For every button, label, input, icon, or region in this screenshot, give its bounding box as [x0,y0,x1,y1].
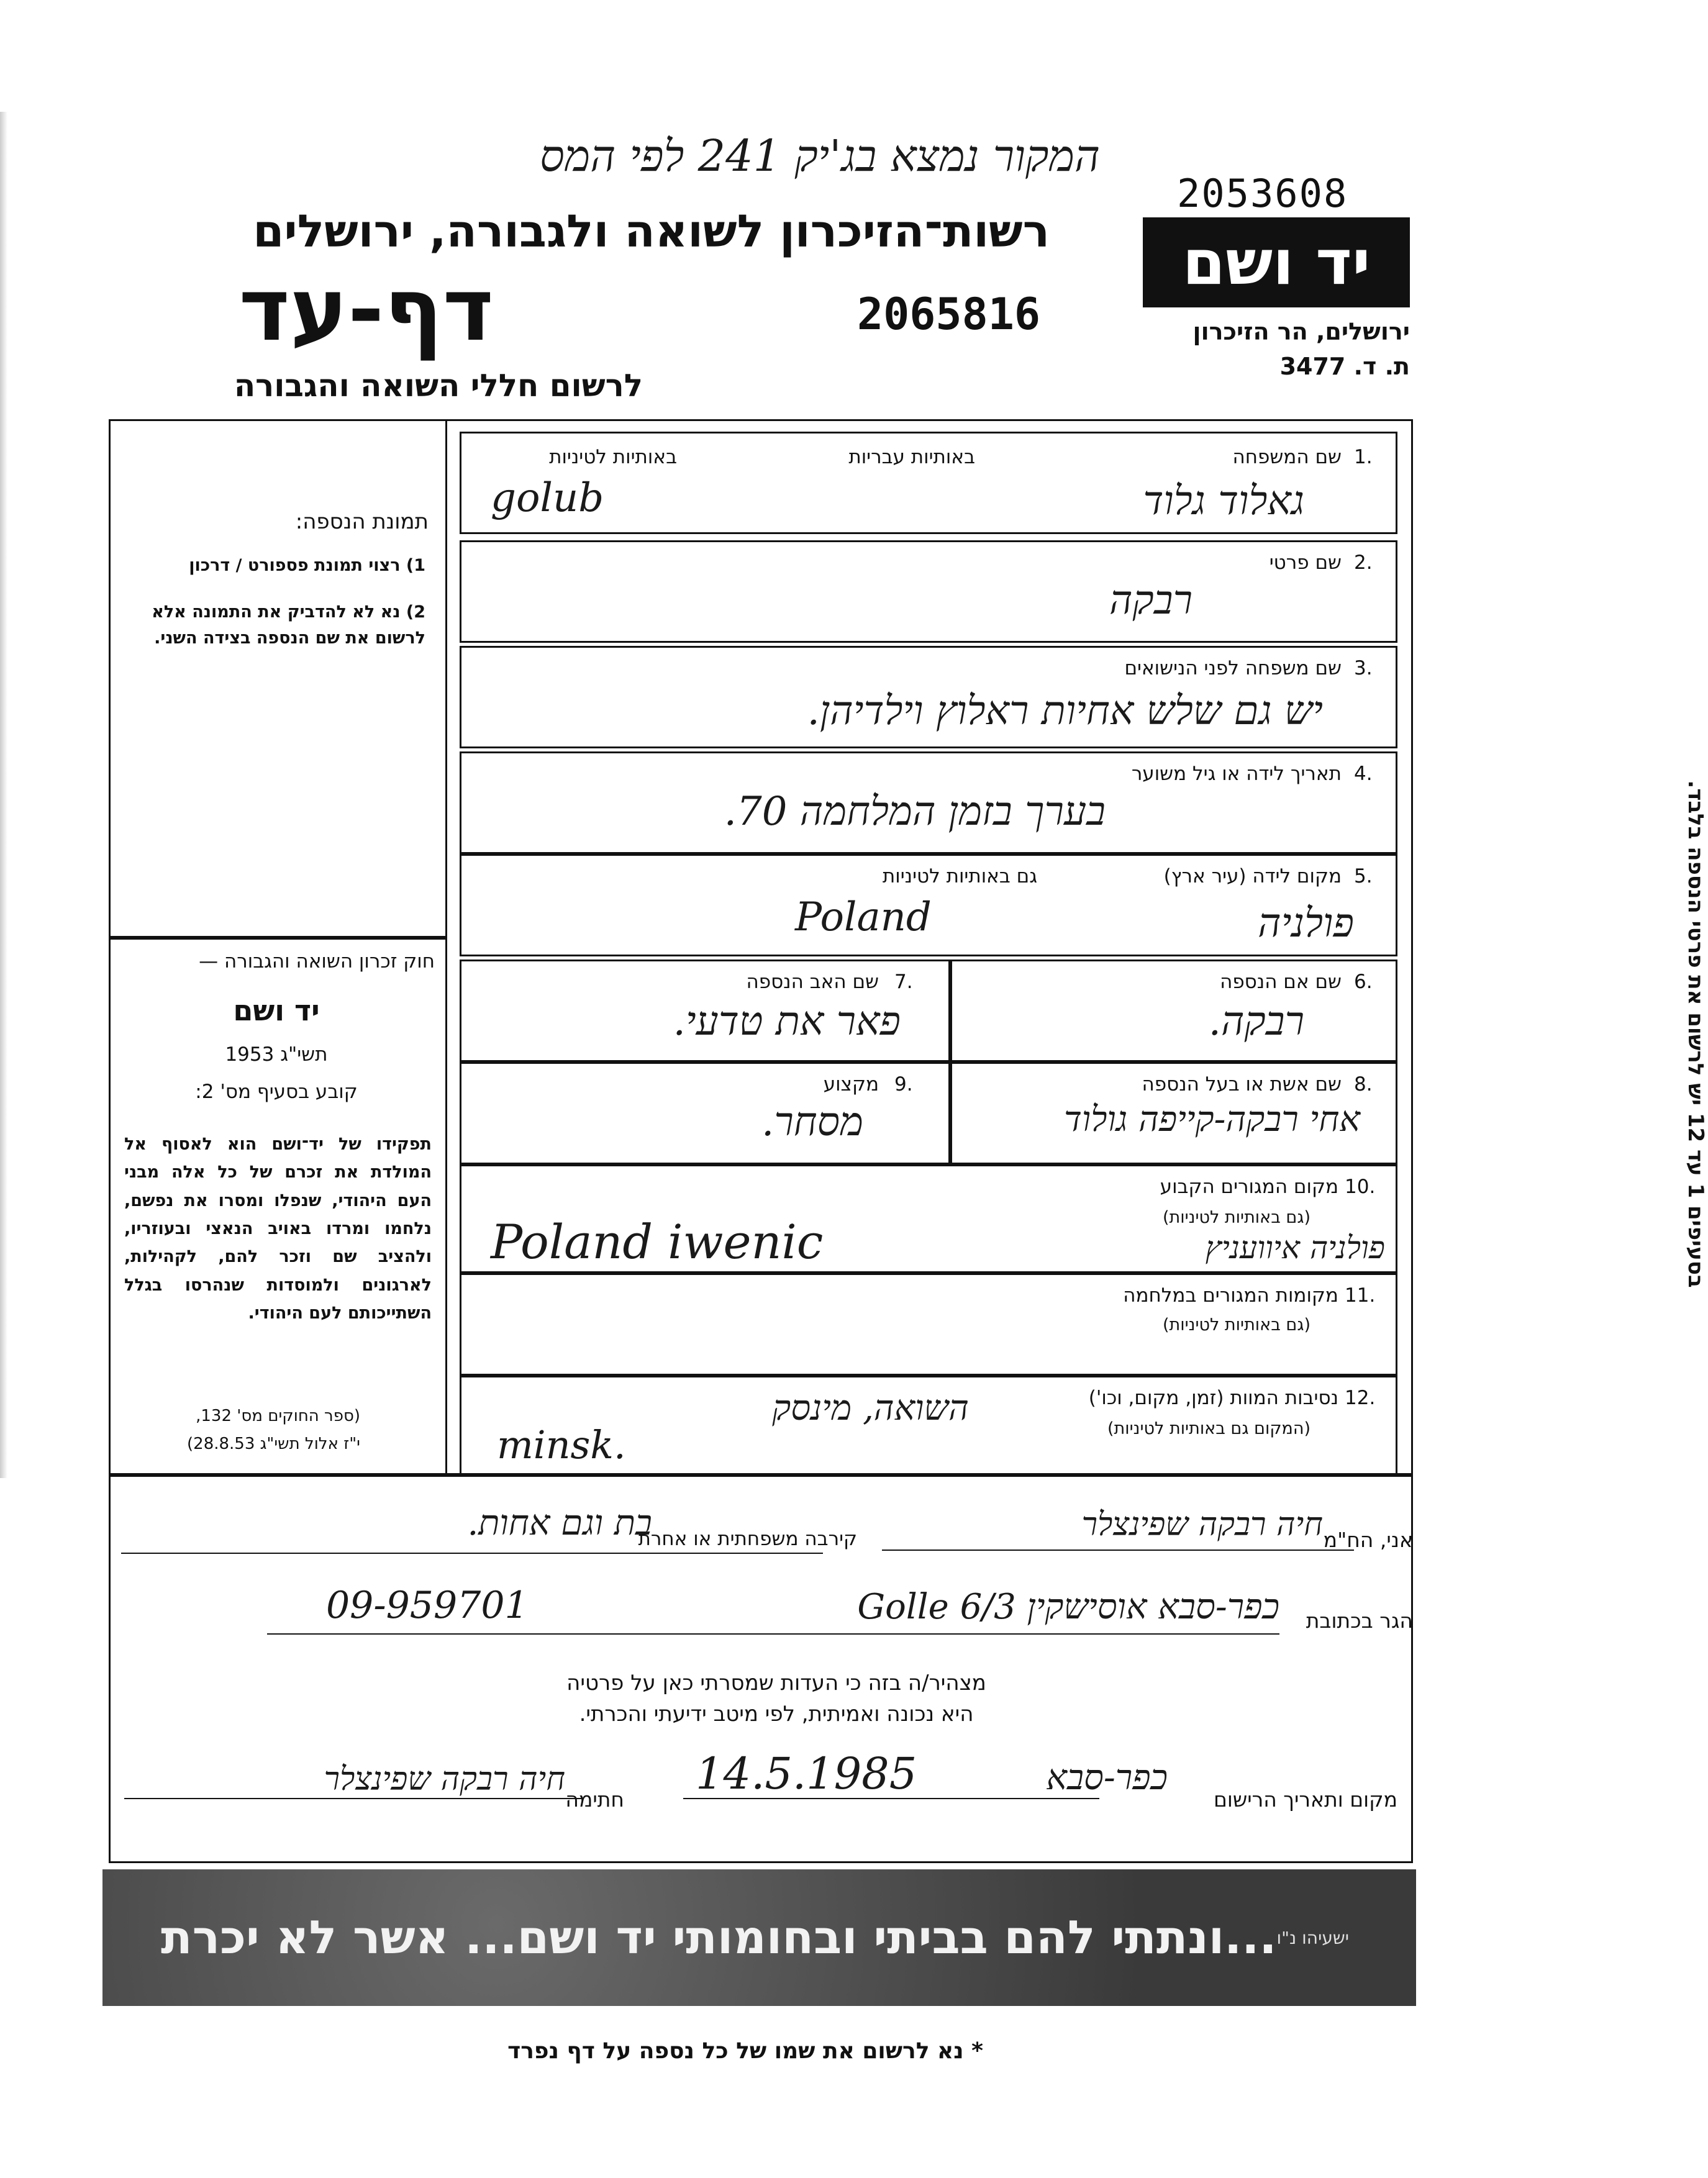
field-7-label: שם האב הנספה [746,971,879,993]
field-11-label: מקומות המגורים במלחמה [1123,1284,1338,1307]
verse-banner [102,1869,1416,2006]
logo-text: יד ושם [1182,225,1371,299]
field-8-label: שם אשת או בעל הנספה [1142,1073,1342,1096]
photo-box-item2: 2) נא לא להדביק את התמונה אלא לרשום את שם הנספה בצידה השני. [152,602,425,648]
field-9-value: מסחר. [761,1099,863,1145]
law-clause: קובע בסעיף מס' 2: [195,1081,358,1103]
place-date-label: מקום ותאריך הרישום [1213,1787,1397,1812]
relation-label: קירבה משפחתית או אחרת [638,1528,857,1550]
field-2-box [460,540,1397,643]
form-title: דף-עד [238,260,494,361]
field-2-label: שם פרטי [1269,551,1342,574]
field-1-value-latin: golub [491,475,604,521]
yad-vashem-logo [1143,217,1410,307]
field-11-number: 11. [1345,1284,1376,1307]
field-3-value: יש גם שלש אחיות ראלוץ וילדיהן. [807,688,1323,734]
field-12-label: נסיבות המוות (זמן, מקום, וכו') [1088,1387,1338,1409]
field-2-value: רבקה [1109,578,1192,624]
field-5-value-hebrew: פולניה [1258,901,1354,946]
scan-edge-mark [0,112,7,1478]
relation-value: בת וגם אחות. [467,1503,652,1543]
photo-box-item1: 1) רצוי תמונת פספורט / דרכון [189,556,425,575]
law-heading: חוק זכרון השואה והגבורה — [199,950,435,973]
field-1-hebrew-header: באותיות עבריות [848,446,975,468]
address-city: ירושלים, הר הזיכרון [1192,318,1410,345]
declarant-name: חיה רבקה שפינצלר [1081,1506,1323,1543]
field-12-number: 12. [1345,1387,1376,1409]
declaration-line1: מצהיר/ה בזה כי העדות שמסרתי כאן על פרטיה [566,1671,986,1695]
verse-source: ישעיהו נ"ו [1276,1927,1349,1948]
field-11-note: (גם באותיות לטיניות) [1162,1315,1311,1335]
law-name: יד ושם [233,994,320,1027]
field-10-value-latin: Poland iwenic [491,1214,824,1269]
field-6-label: שם אם הנספה [1220,971,1342,993]
law-ref2: י"ז אלול תשי"ג 28.8.53) [187,1435,360,1453]
declaration-i-am: אני, הח"מ [1323,1528,1413,1552]
org-name: רשות־הזיכרון לשואה ולגבורה, ירושלים [253,205,1050,257]
field-7-number: 7. [894,971,913,993]
field-4-label: תאריך לידה או גיל משוער [1131,763,1342,785]
field-9-label: מקצוע [823,1073,879,1096]
field-5-value-latin: Poland [795,894,932,940]
signature-label: חתימה [565,1787,624,1812]
relation-line [121,1553,823,1554]
field-4-number: 4. [1354,763,1373,785]
signature-value: חיה רבקה שפינצלר [324,1761,565,1798]
field-4-value: בערך בזמן המלחמה 70. [724,789,1106,835]
field-10-number: 10. [1345,1176,1376,1198]
side-note: בסעיפים 1 עד 12 יש לרשום את פרטי הנספה בלבד. [1683,780,1708,1288]
law-year: תשי"ג 1953 [225,1043,328,1066]
stamp-number-mid: 2065816 [857,289,1041,340]
field-5-label: מקום לידה (עיר ארץ) [1163,865,1342,887]
field-3-label: שם משפחה לפני הנישואים [1124,657,1342,679]
verse-text: ...ונתתי להם בביתי ובחומותי יד ושם... אשר לא יכרת [161,1911,1277,1964]
field-1-value-hebrew: גאלוד גלוד [1143,478,1304,524]
address-line [267,1633,1279,1635]
field-8-value: אחי רבקה-קייפה גולוד [1064,1099,1360,1140]
field-10-value-hebrew: פולניה איוועניץ [1205,1230,1385,1266]
phone-value: 09-959701 [326,1584,529,1627]
photo-box-title: תמונת הנספה: [295,509,429,534]
field-10-note: (גם באותיות לטיניות) [1162,1208,1311,1227]
field-9-number: 9. [894,1073,913,1096]
address-pobox: ת. ד. 3477 [1279,353,1410,380]
address-label: הגר בכתובת [1306,1609,1413,1633]
declarant-name-line [882,1550,1354,1551]
field-12-note: (המקום גם באותיות לטיניות) [1107,1419,1311,1438]
field-5-number: 5. [1354,865,1373,887]
field-7-value: פאר את טדעי. [673,999,901,1045]
law-ref1: (ספר החוקים מס' 132, [196,1407,360,1425]
photo-box [109,419,447,938]
place-date-line [683,1798,1099,1799]
declaration-line2: היא נכונה ואמיתית, לפי מיטב ידיעתי והכרתי. [579,1702,974,1727]
place-value: כפר-סבא [1046,1758,1168,1798]
field-1-label: שם המשפחה [1232,446,1342,468]
field-1-number: 1. [1354,446,1373,468]
field-6-number: 6. [1354,971,1373,993]
field-12-value-latin: minsk. [497,1422,626,1468]
field-1-latin-header: באותיות לטיניות [549,446,677,468]
field-8-number: 8. [1354,1073,1373,1096]
footer-note: * נא לרשום את שמו של כל נספה על דף נפרד [507,2038,983,2064]
top-note: המקור נמצא בג'יק 241 לפי המס [539,130,1101,181]
signature-line [124,1798,584,1799]
field-2-number: 2. [1354,551,1373,574]
field-3-number: 3. [1354,657,1373,679]
field-12-value-hebrew: השואה, מינסק [772,1388,969,1428]
law-body: תפקידו של יד־ושם הוא לאסוף אל המולדת את זכרם של כל אלה מבני העם היהודי, שנפלו ומסרו את נפשם, נלחמו ומרדו באויב הנאצי ובעוזריו, ולהציב שם וזכר להם, לקהילות, לארגונים ולמוסדות שנהרסו בגלל השתייכותם לעם היהודי. [124,1135,432,1323]
field-6-value: רבקה. [1208,999,1304,1045]
date-value: 14.5.1985 [696,1748,917,1799]
address-value: כפר-סבא אוסישקין 6/3 Golle [857,1587,1279,1627]
stamp-number-top: 2053608 [1177,171,1348,216]
form-subtitle: לרשום חללי השואה והגבורה [234,368,643,404]
field-5-latin-header: גם באותיות לטיניות [882,865,1037,887]
field-10-label: מקום המגורים הקבוע [1160,1176,1338,1198]
